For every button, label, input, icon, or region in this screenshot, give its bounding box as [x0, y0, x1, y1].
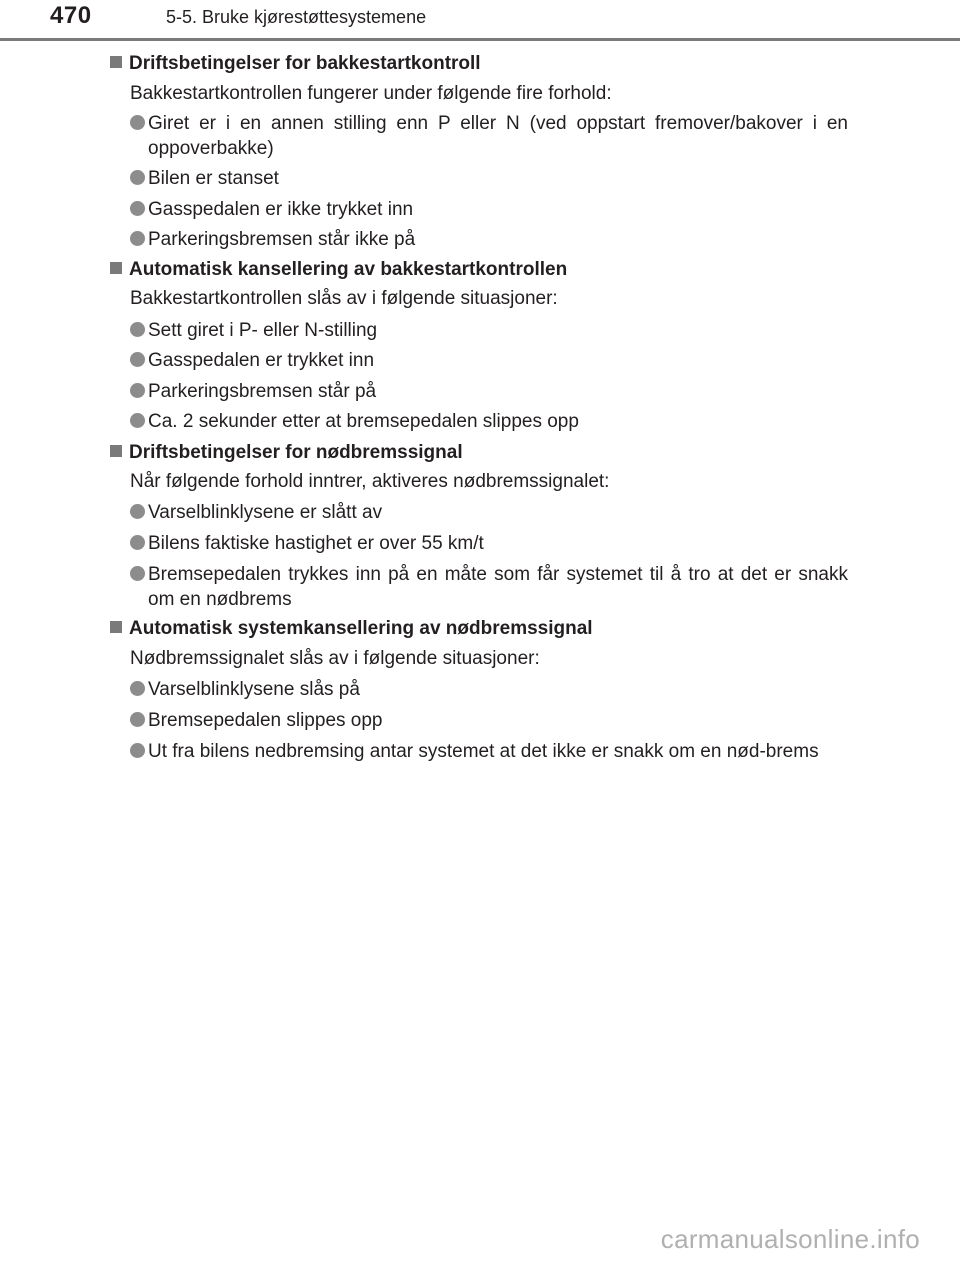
- square-bullet-icon: [110, 621, 122, 633]
- section-heading: [110, 259, 567, 281]
- list-item-text: Ca. 2 sekunder etter at bremsepedalen slippes opp: [148, 411, 579, 432]
- list-item: [130, 500, 848, 525]
- list-item: [130, 379, 848, 404]
- section-heading: [110, 442, 463, 464]
- bullet-dot-icon: [130, 566, 145, 581]
- list-item: [130, 562, 848, 612]
- square-bullet-icon: [110, 262, 122, 274]
- bullet-dot-icon: [130, 115, 145, 130]
- section-intro: Bakkestartkontrollen fungerer under følgende fire forhold:: [130, 83, 612, 104]
- list-item-text: Ut fra bilens nedbremsing antar systemet at det ikke er snakk om en nød-brems: [148, 741, 819, 762]
- list-item: [130, 409, 848, 434]
- section-heading-text: Driftsbetingelser for bakkestartkontroll: [129, 53, 481, 74]
- section-heading: [110, 618, 593, 640]
- list-item-text: Parkeringsbremsen står ikke på: [148, 229, 416, 250]
- page-number: 470: [50, 2, 92, 29]
- bullet-dot-icon: [130, 201, 145, 216]
- list-item-text: Bilens faktiske hastighet er over 55 km/t: [148, 533, 484, 554]
- list-item-text: Parkeringsbremsen står på: [148, 381, 377, 402]
- bullet-dot-icon: [130, 170, 145, 185]
- watermark: carmanualsonline.info: [660, 1224, 920, 1254]
- bullet-dot-icon: [130, 413, 145, 428]
- list-item: [130, 348, 848, 373]
- bullet-dot-icon: [130, 681, 145, 696]
- square-bullet-icon: [110, 56, 122, 68]
- list-item: [130, 111, 848, 161]
- list-item: [130, 227, 848, 252]
- bullet-dot-icon: [130, 231, 145, 246]
- section-heading-text: Automatisk kansellering av bakkestartkontrollen: [129, 259, 568, 280]
- header-rule: [0, 38, 960, 41]
- list-item: [130, 708, 848, 733]
- section-intro: Nødbremssignalet slås av i følgende situasjoner:: [130, 648, 540, 669]
- bullet-dot-icon: [130, 504, 145, 519]
- section-heading-text: Automatisk systemkansellering av nødbremssignal: [129, 618, 593, 639]
- section-heading-text: Driftsbetingelser for nødbremssignal: [129, 442, 463, 463]
- list-item-text: Giret er i en annen stilling enn P eller N (ved oppstart fremover/bakover i en oppoverbakke): [148, 113, 848, 159]
- bullet-dot-icon: [130, 743, 145, 758]
- page-header: [0, 0, 960, 44]
- list-item: [130, 739, 848, 764]
- list-item-text: Bremsepedalen trykkes inn på en måte som får systemet til å tro at det er snakk om en nødbrems: [148, 564, 848, 610]
- list-item-text: Gasspedalen er trykket inn: [148, 350, 375, 371]
- bullet-dot-icon: [130, 322, 145, 337]
- section-heading: [110, 53, 481, 75]
- bullet-dot-icon: [130, 712, 145, 727]
- bullet-dot-icon: [130, 352, 145, 367]
- section-title: 5-5. Bruke kjørestøttesystemene: [166, 7, 427, 27]
- square-bullet-icon: [110, 445, 122, 457]
- section-intro: Bakkestartkontrollen slås av i følgende situasjoner:: [130, 288, 558, 309]
- list-item-text: Bilen er stanset: [148, 168, 279, 189]
- bullet-dot-icon: [130, 535, 145, 550]
- list-item: [130, 677, 848, 702]
- section-intro: Når følgende forhold inntrer, aktiveres nødbremssignalet:: [130, 471, 610, 492]
- list-item: [130, 197, 848, 222]
- list-item-text: Varselblinklysene er slått av: [148, 502, 383, 523]
- list-item-text: Bremsepedalen slippes opp: [148, 710, 383, 731]
- list-item: [130, 318, 848, 343]
- bullet-dot-icon: [130, 383, 145, 398]
- list-item-text: Gasspedalen er ikke trykket inn: [148, 199, 414, 220]
- list-item: [130, 166, 848, 191]
- list-item-text: Varselblinklysene slås på: [148, 679, 360, 700]
- list-item-text: Sett giret i P- eller N-stilling: [148, 320, 378, 341]
- list-item: [130, 531, 848, 556]
